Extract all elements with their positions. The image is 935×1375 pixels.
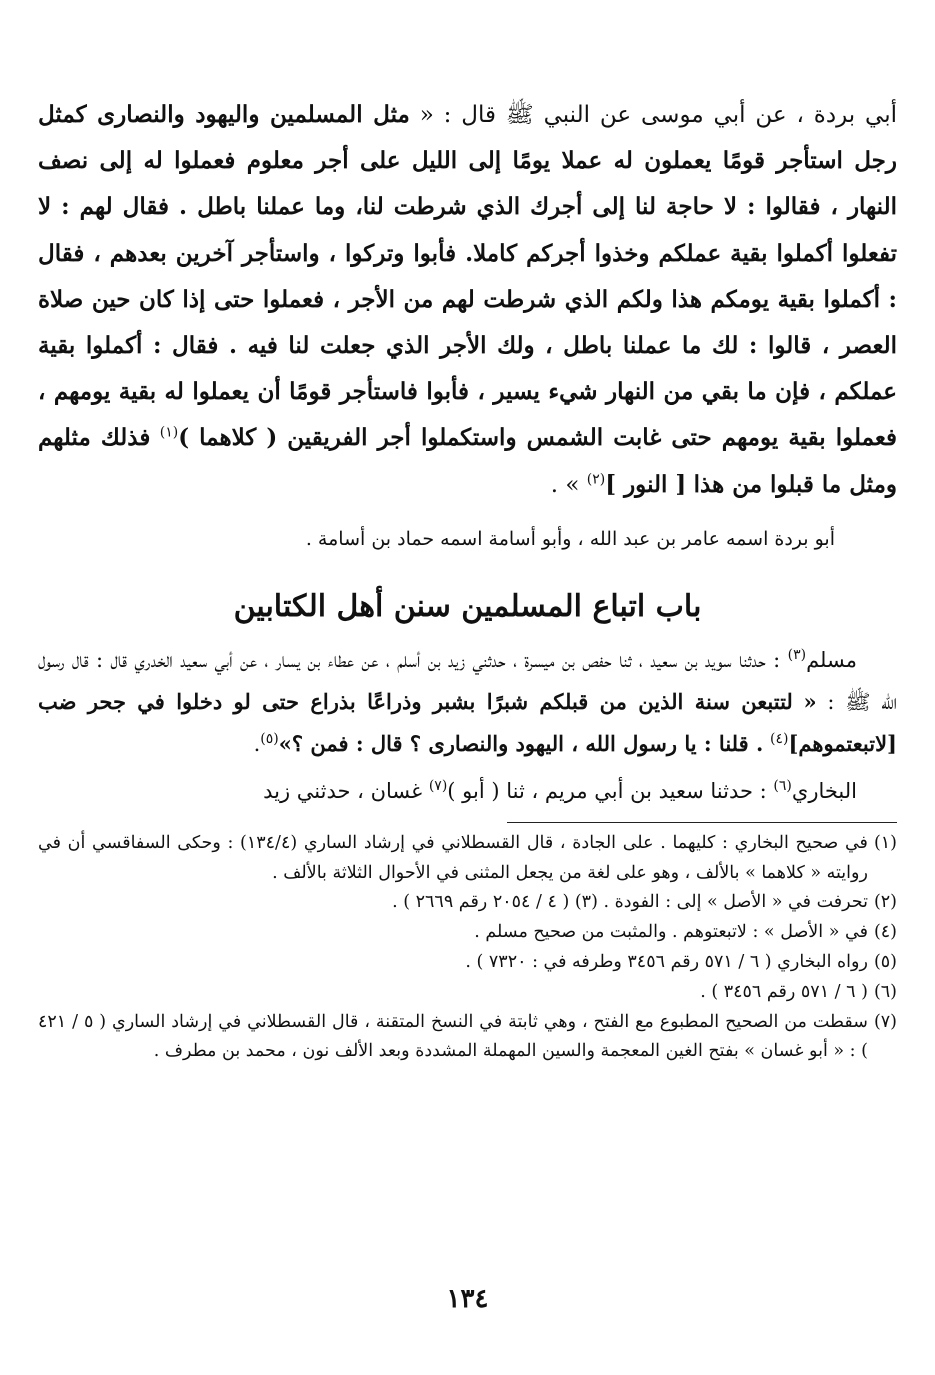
footnote-text: رواه البخاري ( ٦ / ٥٧١ رقم ٣٤٥٦ وطرفه في : ٧٣٢٠ ) .: [465, 952, 868, 973]
muslim-matn-text: لتتبعن سنة الذين من قبلكم شبرًا بشبر وذراعًا بذراع حتى لو دخلوا في جحر ضب [لاتبعتموهم]: [38, 688, 897, 756]
footnote-number: (١): [873, 832, 897, 853]
hadith-matn-text-2: فذلك مثلهم ومثل ما قبلوا من هذا: [38, 424, 897, 498]
source-name-muslim: مسلم: [806, 647, 857, 672]
chapter-title: باب اتباع المسلمين سنن أهل الكتابين: [233, 588, 702, 624]
source-name-bukhari: البخاري: [791, 778, 857, 803]
hadith-matn-text: مثل المسلمين واليهود والنصارى كمثل رجل استأجر قومًا يعملون له عملا يومًا إلى الليل على أجر معلوم فعملوا له إلى نصف النهار ، فقالوا : لا حاجة لنا إلى أجرك الذي شرطت لنا، وما عملنا باطل . فقال لهم : لا تفعلوا أكملوا بقية عملكم وخذوا أجركم كاملا. فأبوا وتركوا ، واستأجر آخرين بعدهم ، فقال : أكملوا بقية يومكم هذا ولكم الذي شرطت لهم من الأجر ، فعملوا حتى إذا كان حين صلاة العصر ، قالوا : لك ما عملنا باطل ، ولك الأجر الذي جعلت لنا فيه . فقال : أكملوا بقية عملكم ، فإن ما بقي من النهار شيء يسير ، فأبوا فاستأجر قومًا أن يعملوا له بقية يومهم ، فعملوا بقية يومهم حتى غابت الشمس واستكملوا أجر الفريقين ( كلاهما ): [38, 101, 898, 452]
quran-reference: [ النور ]: [605, 470, 687, 498]
footnote-ref-6[interactable]: (٦): [773, 777, 792, 794]
muslim-chain-text: : حدثنا سويد بن سعيد ، ثنا حفص بن ميسرة ، حدثني زيد بن أسلم ، عن عطاء بن يسار ، عن أبي سعيد الخدري قال : قال رسول الله ﷺ :: [38, 647, 897, 714]
footnote-text: سقطت من الصحيح المطبوع مع الفتح ، وهي ثابتة في النسخ المتقنة ، قال القسطلاني في إرشاد الساري ( ٥ / ٤٢١ ) : « أبو غسان » بفتح الغين المعجمة والسين المهملة المشددة وبعد الألف نون ، محمد بن مطرف .: [38, 1011, 868, 1062]
footnote-text: تحرفت في « الأصل » إلى : الفودة . (٣) ( ٤ / ٢٠٥٤ رقم ٢٦٦٩ ) .: [392, 892, 868, 913]
footnote-item: [38, 978, 897, 1008]
footnote-ref-2[interactable]: (٢): [586, 470, 606, 487]
open-quote: «: [803, 688, 817, 714]
footnote-ref-3[interactable]: (٣): [787, 646, 807, 663]
footnote-number: (٥): [873, 952, 897, 973]
footnote-item: [38, 948, 897, 978]
bukhari-chain-text-b: غسان ، حدثني زيد: [263, 778, 423, 803]
close-quote: »: [278, 730, 292, 756]
footnote-number: (٦): [873, 981, 897, 1002]
sentence-end: .: [253, 731, 261, 756]
narrator-note: أبو بردة اسمه عامر بن عبد الله ، وأبو أسامة اسمه حماد بن أسامة .: [305, 527, 835, 550]
hadith-chain-text: أبي بردة ، عن أبي موسى عن النبي ﷺ قال : «: [419, 102, 898, 128]
footnote-text: في صحيح البخاري : كليهما . على الجادة ، قال القسطلاني في إرشاد الساري (١٣٤/٤) : وحكى السفاقسي أن في روايته « كلاهما » بالألف ، وهو على لغة من يجعل المثنى في الأحوال الثلاثة بالألف .: [38, 832, 868, 883]
footnote-item: [38, 888, 897, 918]
muslim-hadith-paragraph: [38, 640, 897, 765]
footnote-item: [38, 829, 897, 889]
bukhari-hadith-paragraph: [38, 771, 897, 812]
footnote-text: ( ٦ / ٥٧١ رقم ٣٤٥٦ ) .: [700, 981, 868, 1002]
footnote-ref-4[interactable]: (٤): [769, 730, 789, 747]
footnote-ref-1[interactable]: (١): [159, 424, 179, 441]
footnote-number: (٢): [873, 892, 897, 913]
hadith-paragraph: [38, 92, 897, 508]
bukhari-chain-text-a: : حدثنا سعيد بن أبي مريم ، ثنا ( أبو ): [447, 778, 767, 803]
footnote-item: [38, 1008, 897, 1068]
footnote-ref-7[interactable]: (٧): [428, 777, 448, 794]
hadith-text-block: [38, 92, 897, 508]
muslim-matn-text-2: . قلنا : يا رسول الله ، اليهود والنصارى ؟ قال : فمن ؟: [291, 730, 764, 756]
closing-quote: » .: [550, 471, 580, 498]
footnote-ref-5[interactable]: (٥): [260, 730, 279, 747]
page-number: ١٣٤: [446, 1284, 489, 1314]
footnote-text: في « الأصل » : لاتبعتوهم . والمثبت من صحيح مسلم .: [474, 922, 868, 943]
footnote-number: (٤): [873, 922, 897, 943]
footnote-number: (٧): [873, 1011, 897, 1032]
footnote-separator: [507, 822, 897, 823]
footnote-item: [38, 918, 897, 948]
footnotes-section: [38, 829, 897, 1067]
